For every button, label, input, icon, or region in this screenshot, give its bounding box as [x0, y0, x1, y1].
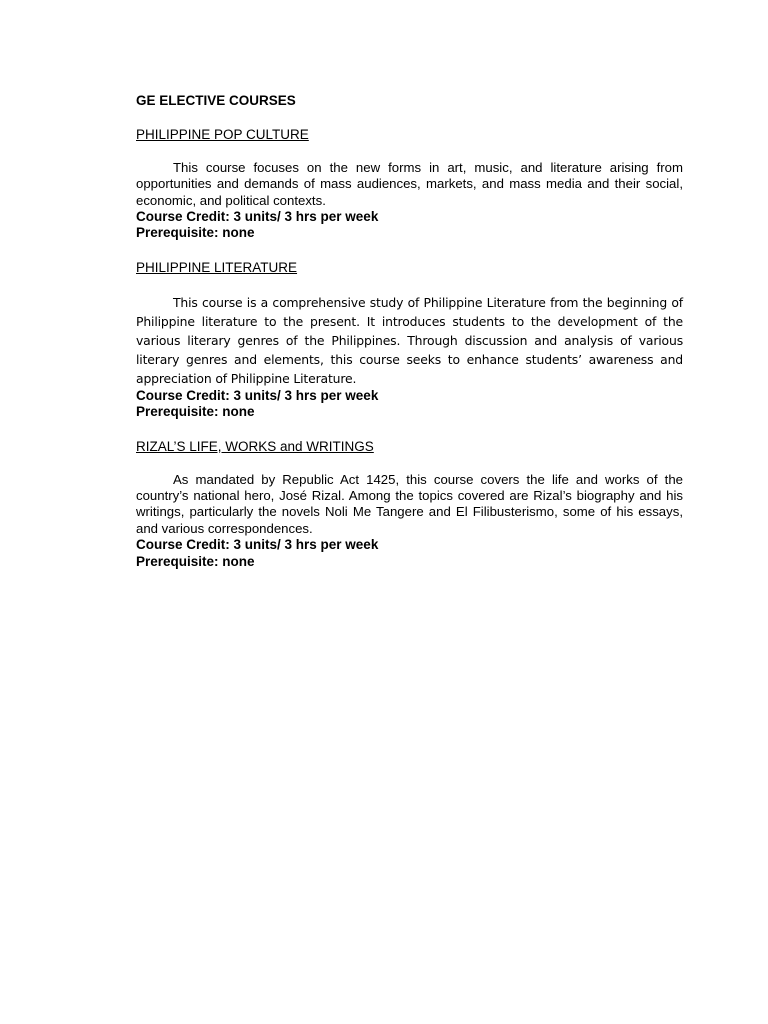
course-prerequisite: Prerequisite: none — [136, 225, 255, 241]
course-section-pop-culture — [136, 126, 683, 242]
course-prerequisite: Prerequisite: none — [136, 404, 255, 420]
course-description: This course focuses on the new forms in art, music, and literature arising from opportunities and demands of mass audiences, markets, and mass media and their social, economic, and political contexts. — [136, 160, 683, 208]
course-credit: Course Credit: 3 units/ 3 hrs per week — [136, 208, 379, 224]
course-credit: Course Credit: 3 units/ 3 hrs per week — [136, 387, 379, 403]
course-section-literature — [136, 259, 683, 421]
course-description: This course is a comprehensive study of Philippine Literature from the beginning of Philippine literature to the present. It introduces students to the development of the various literary genres of the Philippines. Through discussion and analysis of various literary genres and elements, this course seeks to enhance students’ awareness and appreciation of Philippine Literature. — [136, 294, 683, 386]
course-title: PHILIPPINE LITERATURE — [136, 259, 298, 275]
document-page — [136, 92, 683, 587]
course-title: RIZAL’S LIFE, WORKS and WRITINGS — [136, 438, 374, 454]
course-title: PHILIPPINE POP CULTURE — [136, 127, 309, 142]
course-section-rizal — [136, 438, 683, 570]
course-credit: Course Credit: 3 units/ 3 hrs per week — [136, 537, 379, 553]
course-description: As mandated by Republic Act 1425, this course covers the life and works of the country’s national hero, José Rizal. Among the topics covered are Rizal’s biography and his writings, particularly the novels Noli Me Tangere and El Filibusterismo, some of his essays, and various correspondences. — [136, 471, 683, 536]
course-prerequisite: Prerequisite: none — [136, 553, 255, 569]
document-title: GE ELECTIVE COURSES — [136, 93, 296, 108]
